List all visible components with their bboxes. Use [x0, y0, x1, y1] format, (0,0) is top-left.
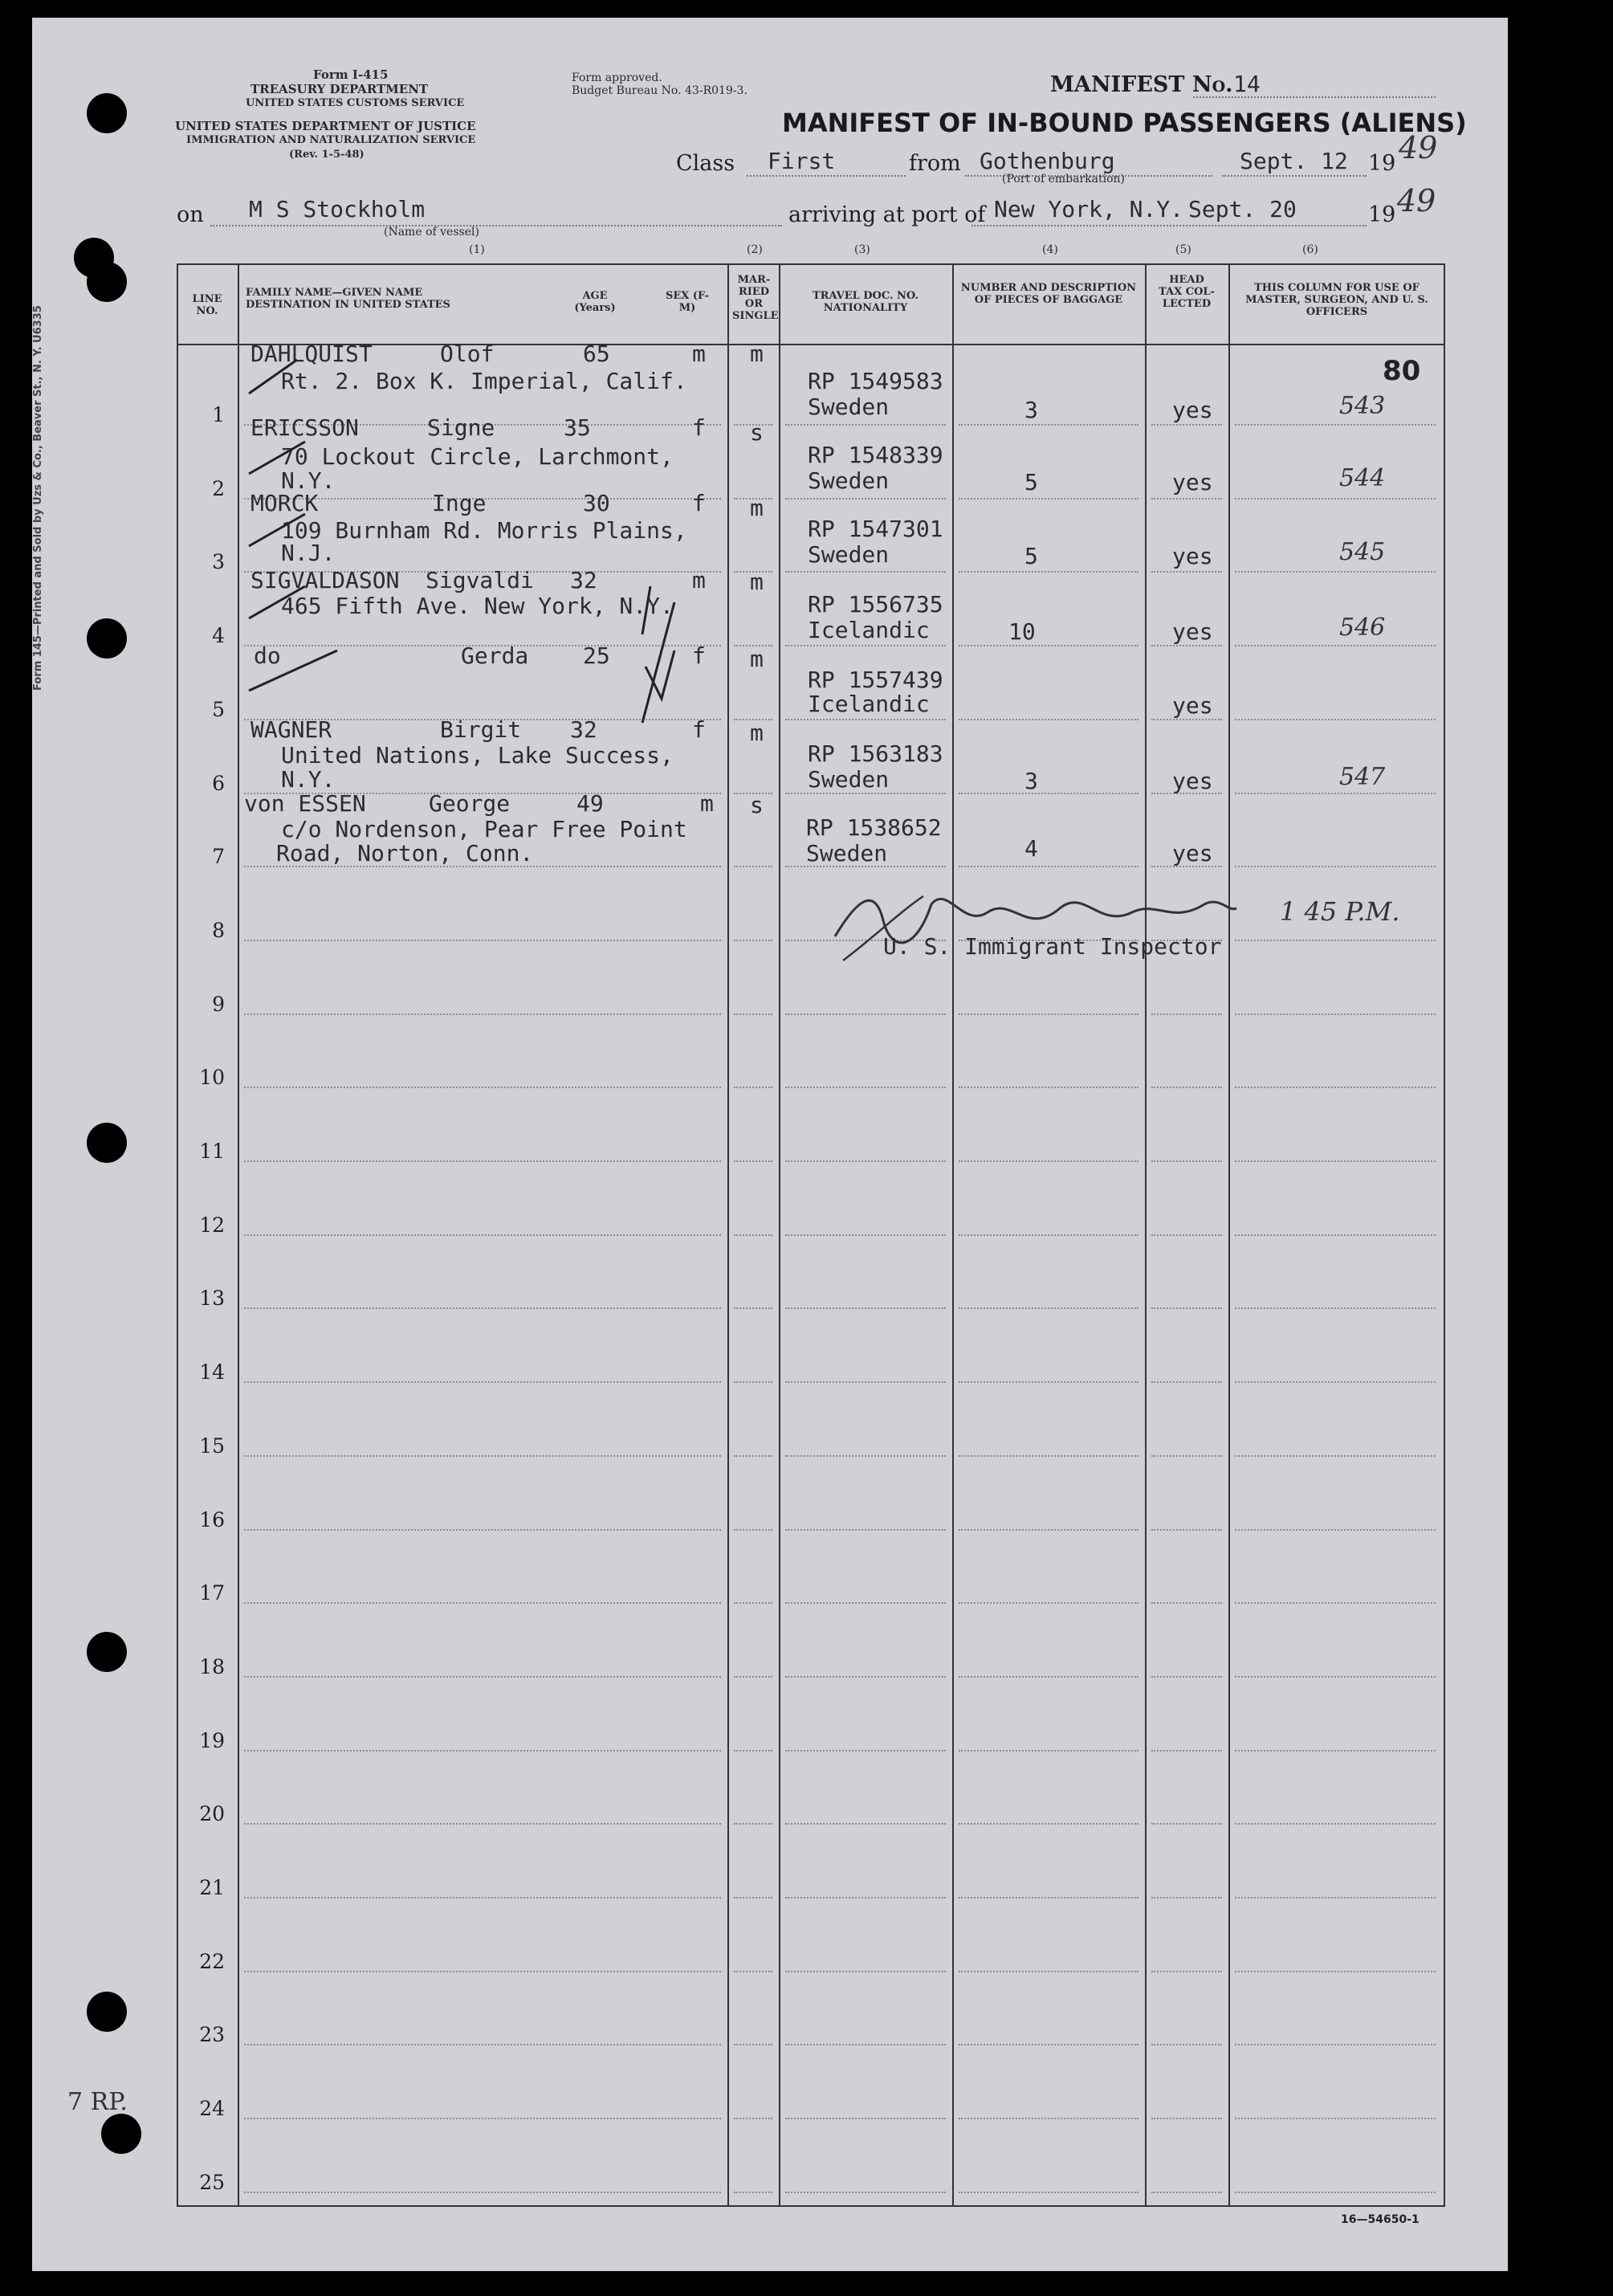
row-line — [244, 1160, 721, 1162]
line-number: 9 — [212, 993, 225, 1016]
row-line — [959, 1602, 1138, 1604]
arrival-date: Sept. 20 — [1188, 196, 1297, 222]
passenger-head-tax: yes — [1172, 768, 1213, 794]
row-line — [785, 2192, 946, 2193]
arriving-label: arriving at port of — [788, 202, 986, 227]
arrival-line — [971, 225, 1367, 226]
row-line — [244, 1971, 721, 1972]
row-line — [959, 1160, 1138, 1162]
check-marks — [193, 345, 803, 731]
row-line — [1235, 1602, 1436, 1604]
row-line — [1151, 1971, 1222, 1972]
row-line — [785, 1971, 946, 1972]
immigration-service: IMMIGRATION AND NATURALIZATION SERVICE — [186, 134, 476, 146]
row-line — [959, 571, 1138, 573]
line-number: 24 — [199, 2097, 225, 2120]
form-number: Form I-415 — [313, 67, 389, 82]
col-divider — [1145, 263, 1147, 2207]
binding-hole — [101, 2114, 141, 2154]
row-line — [1151, 1087, 1222, 1088]
row-line — [785, 1676, 946, 1678]
row-line — [959, 2044, 1138, 2045]
row-line — [244, 1307, 721, 1309]
row-line — [1235, 645, 1436, 646]
row-line — [959, 719, 1138, 720]
row-line — [1235, 793, 1436, 794]
class-line — [747, 175, 906, 177]
manifest-title: MANIFEST OF IN-BOUND PASSENGERS (ALIENS) — [782, 108, 1467, 138]
passenger-destination: Rt. 2. Box K. Imperial, Calif. — [281, 368, 687, 394]
passenger-head-tax: yes — [1172, 618, 1213, 645]
passenger-given-name: George — [429, 790, 511, 817]
row-line — [959, 1897, 1138, 1898]
manifest-no-line — [1193, 96, 1436, 98]
row-line — [1235, 1676, 1436, 1678]
margin-note: 7 RP. — [67, 2088, 128, 2116]
passenger-baggage: 5 — [1024, 543, 1038, 569]
passenger-head-tax: yes — [1172, 543, 1213, 569]
embarkation-year: 49 — [1399, 130, 1438, 165]
passenger-family-name: DAHLQUIST — [251, 341, 373, 367]
row-line — [959, 2192, 1138, 2193]
passenger-family-name: ERICSSON — [251, 414, 359, 441]
passenger-family-name: SIGVALDASON — [251, 567, 400, 593]
line-number: 16 — [199, 1508, 225, 1531]
row-line — [734, 1160, 772, 1162]
row-line — [734, 1455, 772, 1457]
passenger-given-name: Sigvaldi — [426, 567, 534, 593]
row-line — [1235, 940, 1436, 941]
row-line — [785, 2118, 946, 2119]
row-line — [244, 1234, 721, 1236]
passenger-nationality: Sweden — [808, 467, 890, 494]
binding-hole — [87, 93, 127, 133]
passenger-baggage: 3 — [1024, 768, 1038, 794]
passenger-destination: 109 Burnham Rd. Morris Plains, — [281, 517, 687, 544]
row-line — [1235, 719, 1436, 720]
row-line — [1151, 498, 1222, 500]
row-line — [959, 1529, 1138, 1531]
manifest-number: 14 — [1233, 71, 1261, 97]
row-line — [959, 1087, 1138, 1088]
row-line — [734, 1234, 772, 1236]
row-line — [734, 2044, 772, 2045]
row-line — [1151, 2044, 1222, 2045]
col-num-1: (1) — [469, 243, 485, 256]
row-line — [959, 793, 1138, 794]
header-baggage: NUMBER AND DESCRIPTION OF PIECES OF BAGGAGE — [960, 282, 1137, 306]
embarkation-note: (Port of embarkation) — [1002, 173, 1125, 186]
vessel-line — [210, 225, 782, 226]
arrival-port: New York, N.Y. — [994, 196, 1184, 222]
class-label: Class — [676, 151, 735, 176]
passenger-age: 35 — [564, 414, 591, 441]
passenger-destination-cont: Road, Norton, Conn. — [276, 840, 534, 867]
row-line — [785, 1307, 946, 1309]
row-line — [785, 645, 946, 646]
line-number: 21 — [199, 1876, 225, 1899]
passenger-given-name: Gerda — [461, 642, 529, 669]
passenger-head-tax: yes — [1172, 692, 1213, 719]
row-line — [959, 1381, 1138, 1383]
row-line — [1151, 1160, 1222, 1162]
row-line — [959, 1013, 1138, 1015]
row-line — [1235, 424, 1436, 426]
row-line — [785, 793, 946, 794]
row-line — [734, 2118, 772, 2119]
row-line — [734, 1676, 772, 1678]
passenger-destination-cont: N.Y. — [281, 766, 336, 793]
passenger-travel-doc: RP 1563183 — [808, 740, 943, 767]
row-line — [959, 645, 1138, 646]
officer-note: 545 — [1339, 538, 1386, 566]
passenger-travel-doc: RP 1549583 — [808, 368, 943, 394]
row-line — [785, 1750, 946, 1752]
passenger-nationality: Icelandic — [808, 617, 930, 643]
class-value: First — [768, 148, 836, 174]
passenger-marital-status: m — [750, 646, 764, 672]
header-travel-doc: TRAVEL DOC. NO. NATIONALITY — [812, 290, 919, 314]
officer-note: 546 — [1339, 614, 1386, 642]
inspector-title: U. S. Immigrant Inspector — [883, 933, 1222, 960]
passenger-given-name: Birgit — [440, 716, 522, 743]
officer-note: 543 — [1339, 392, 1386, 420]
line-number: 15 — [199, 1434, 225, 1458]
header-married: MAR-RIED OR SINGLE — [732, 274, 779, 322]
officer-note: 544 — [1339, 464, 1386, 492]
row-line — [1235, 571, 1436, 573]
justice-department: UNITED STATES DEPARTMENT OF JUSTICE — [175, 119, 476, 133]
row-line — [244, 1013, 721, 1015]
row-line — [1235, 1234, 1436, 1236]
time-note: 1 45 P.M. — [1280, 896, 1400, 927]
col-num-5: (5) — [1175, 243, 1191, 256]
row-line — [959, 498, 1138, 500]
row-line — [734, 1823, 772, 1825]
passenger-marital-status: s — [750, 792, 764, 818]
col-num-3: (3) — [854, 243, 870, 256]
binding-hole — [87, 262, 127, 302]
line-number: 14 — [199, 1360, 225, 1384]
vessel-note: (Name of vessel) — [384, 226, 479, 239]
row-line — [244, 1602, 721, 1604]
row-line — [734, 1087, 772, 1088]
row-line — [244, 1676, 721, 1678]
row-line — [959, 1676, 1138, 1678]
row-line — [734, 866, 772, 867]
row-line — [785, 1234, 946, 1236]
passenger-nationality: Icelandic — [808, 691, 930, 717]
passenger-nationality: Sweden — [806, 840, 888, 867]
passenger-sex: m — [692, 567, 706, 593]
row-line — [785, 1823, 946, 1825]
row-line — [785, 571, 946, 573]
line-number: 10 — [199, 1066, 225, 1089]
binding-hole — [87, 618, 127, 659]
line-number: 18 — [199, 1655, 225, 1678]
row-line — [244, 1750, 721, 1752]
passenger-age: 25 — [583, 642, 610, 669]
row-line — [1235, 2118, 1436, 2119]
line-number: 8 — [212, 919, 225, 942]
row-line — [785, 1087, 946, 1088]
header-name-destination: FAMILY NAME—GIVEN NAME DESTINATION IN UNITED STATES — [246, 287, 450, 311]
row-line — [959, 1307, 1138, 1309]
row-line — [734, 1897, 772, 1898]
passenger-family-name: WAGNER — [251, 716, 332, 743]
row-line — [1151, 1897, 1222, 1898]
passenger-given-name: Inge — [432, 490, 487, 516]
line-number: 13 — [199, 1287, 225, 1310]
row-line — [959, 1750, 1138, 1752]
line-number: 1 — [212, 403, 225, 426]
row-line — [785, 1529, 946, 1531]
passenger-head-tax: yes — [1172, 840, 1213, 867]
passenger-sex: f — [692, 716, 706, 743]
header-age: AGE (Years) — [574, 290, 616, 314]
row-line — [1151, 1455, 1222, 1457]
row-line — [785, 1897, 946, 1898]
passenger-baggage: 3 — [1024, 397, 1038, 423]
manifest-no-label: MANIFEST No. — [1050, 72, 1233, 97]
embark-year-prefix: 19 — [1368, 151, 1396, 176]
row-line — [959, 1823, 1138, 1825]
row-line — [959, 2118, 1138, 2119]
passenger-age: 65 — [583, 341, 610, 367]
revision-date: (Rev. 1-5-48) — [289, 149, 365, 161]
row-line — [734, 1750, 772, 1752]
binding-hole — [87, 1632, 127, 1672]
passenger-destination: 70 Lockout Circle, Larchmont, — [281, 443, 674, 470]
row-line — [1235, 1529, 1436, 1531]
passenger-age: 32 — [570, 567, 597, 593]
passenger-nationality: Sweden — [808, 541, 890, 568]
row-line — [1235, 1307, 1436, 1309]
row-line — [734, 1602, 772, 1604]
row-line — [785, 1455, 946, 1457]
passenger-travel-doc: RP 1556735 — [808, 591, 943, 618]
passenger-head-tax: yes — [1172, 469, 1213, 495]
row-line — [959, 866, 1138, 867]
row-line — [1151, 719, 1222, 720]
passenger-sex: f — [692, 414, 706, 441]
passenger-sex: f — [692, 490, 706, 516]
row-line — [1235, 2044, 1436, 2045]
col-divider — [1228, 263, 1230, 2207]
passenger-baggage: 10 — [1008, 618, 1036, 645]
row-line — [785, 1602, 946, 1604]
row-line — [1235, 1971, 1436, 1972]
passenger-given-name: Signe — [427, 414, 495, 441]
row-line — [734, 940, 772, 941]
officer-note: 547 — [1339, 763, 1386, 791]
passenger-head-tax: yes — [1172, 397, 1213, 423]
passenger-family-name: MORCK — [251, 490, 319, 516]
col-num-6: (6) — [1302, 243, 1318, 256]
row-line — [1235, 1087, 1436, 1088]
binding-hole — [87, 1992, 127, 2032]
row-line — [1151, 2118, 1222, 2119]
row-line — [1151, 1750, 1222, 1752]
row-line — [1151, 2192, 1222, 2193]
passenger-marital-status: m — [750, 341, 764, 367]
row-line — [244, 940, 721, 941]
passenger-destination-cont: N.J. — [281, 540, 336, 566]
passenger-nationality: Sweden — [808, 394, 890, 420]
row-line — [734, 1013, 772, 1015]
row-line — [785, 424, 946, 426]
record-count-note: 80 — [1383, 355, 1421, 387]
line-number: 2 — [212, 477, 225, 500]
passenger-travel-doc: RP 1548339 — [808, 442, 943, 468]
passenger-nationality: Sweden — [808, 766, 890, 793]
line-number: 11 — [199, 1140, 225, 1163]
row-line — [1235, 1160, 1436, 1162]
treasury-department: TREASURY DEPARTMENT — [251, 82, 429, 96]
passenger-travel-doc: RP 1547301 — [808, 516, 943, 542]
passenger-age: 30 — [583, 490, 610, 516]
row-line — [1235, 498, 1436, 500]
footer-code: 16—54650-1 — [1341, 2213, 1420, 2226]
passenger-sex: m — [700, 790, 714, 817]
arrival-year: 49 — [1397, 183, 1436, 218]
line-number: 23 — [199, 2023, 225, 2046]
row-line — [1151, 1381, 1222, 1383]
row-line — [1151, 1823, 1222, 1825]
row-line — [785, 1013, 946, 1015]
row-line — [1151, 424, 1222, 426]
passenger-baggage: 5 — [1024, 469, 1038, 495]
vessel-name: M S Stockholm — [249, 196, 426, 222]
row-line — [734, 1307, 772, 1309]
row-line — [1151, 1307, 1222, 1309]
row-line — [1235, 1823, 1436, 1825]
row-line — [734, 1381, 772, 1383]
col-divider — [952, 263, 954, 2207]
row-line — [734, 1971, 772, 1972]
row-line — [1235, 1381, 1436, 1383]
budget-bureau: Budget Bureau No. 43-R019-3. — [572, 84, 747, 97]
passenger-destination-cont: N.Y. — [281, 467, 336, 494]
col-num-4: (4) — [1042, 243, 1058, 256]
passenger-age: 32 — [570, 716, 597, 743]
row-line — [1235, 2192, 1436, 2193]
row-line — [1151, 1013, 1222, 1015]
row-line — [244, 1897, 721, 1898]
row-line — [734, 2192, 772, 2193]
row-line — [244, 1823, 721, 1825]
line-number: 4 — [212, 624, 225, 647]
row-line — [959, 1234, 1138, 1236]
row-line — [244, 2044, 721, 2045]
row-line — [1151, 571, 1222, 573]
row-line — [1235, 1455, 1436, 1457]
row-line — [244, 2192, 721, 2193]
row-line — [959, 1971, 1138, 1972]
line-number: 5 — [212, 698, 225, 721]
embarkation-port: Gothenburg — [980, 148, 1115, 174]
row-line — [785, 1160, 946, 1162]
passenger-family-name: do — [254, 642, 281, 669]
embarkation-date: Sept. 12 — [1240, 148, 1348, 174]
on-label: on — [177, 202, 204, 227]
passenger-travel-doc: RP 1557439 — [808, 667, 943, 693]
row-line — [1235, 1013, 1436, 1015]
passenger-marital-status: m — [750, 495, 764, 521]
customs-service: UNITED STATES CUSTOMS SERVICE — [246, 97, 465, 109]
header-head-tax: HEAD TAX COL-LECTED — [1159, 274, 1215, 310]
row-line — [244, 1529, 721, 1531]
line-number: 19 — [199, 1729, 225, 1752]
row-line — [1151, 1676, 1222, 1678]
embark-date-line — [1222, 175, 1367, 177]
binding-hole — [87, 1123, 127, 1163]
line-number: 20 — [199, 1802, 225, 1825]
row-line — [785, 498, 946, 500]
line-number: 12 — [199, 1213, 225, 1237]
col-num-2: (2) — [747, 243, 763, 256]
header-sex: SEX (F-M) — [665, 290, 710, 314]
header-officers-use: THIS COLUMN FOR USE OF MASTER, SURGEON, AND U. S. OFFICERS — [1245, 282, 1428, 318]
row-line — [244, 1381, 721, 1383]
line-number: 17 — [199, 1581, 225, 1605]
form-approved: Form approved. — [572, 71, 662, 84]
row-line — [1235, 866, 1436, 867]
line-number: 7 — [212, 845, 225, 868]
line-number: 22 — [199, 1950, 225, 1973]
from-label: from — [909, 151, 961, 176]
passenger-given-name: Olof — [440, 341, 495, 367]
line-number: 3 — [212, 550, 225, 573]
passenger-sex: f — [692, 642, 706, 669]
passenger-baggage: 4 — [1024, 835, 1038, 862]
passenger-destination: United Nations, Lake Success, — [281, 742, 674, 769]
arrival-year-prefix: 19 — [1368, 202, 1396, 227]
passenger-travel-doc: RP 1538652 — [806, 814, 942, 841]
passenger-marital-status: m — [750, 720, 764, 746]
passenger-destination: c/o Nordenson, Pear Free Point — [281, 816, 687, 842]
passenger-family-name: von ESSEN — [244, 790, 366, 817]
header-line-no: LINE NO. — [192, 293, 222, 317]
row-line — [1151, 1234, 1222, 1236]
row-line — [785, 2044, 946, 2045]
row-line — [785, 719, 946, 720]
passenger-sex: m — [692, 341, 706, 367]
row-line — [785, 1381, 946, 1383]
line-number: 25 — [199, 2171, 225, 2194]
printer-imprint: Form 145—Printed and Sold by Uzs & Co., Beaver St., N. Y. U6335 — [32, 305, 44, 691]
line-number: 6 — [212, 772, 225, 795]
passenger-destination: 465 Fifth Ave. New York, N.Y. — [281, 593, 674, 619]
row-line — [734, 1529, 772, 1531]
row-line — [244, 1455, 721, 1457]
row-line — [1151, 1529, 1222, 1531]
row-line — [959, 1455, 1138, 1457]
row-line — [1151, 1602, 1222, 1604]
row-line — [244, 1087, 721, 1088]
row-line — [1151, 645, 1222, 646]
row-line — [959, 424, 1138, 426]
passenger-marital-status: s — [750, 419, 764, 446]
passenger-age: 49 — [576, 790, 604, 817]
row-line — [1235, 1750, 1436, 1752]
passenger-marital-status: m — [750, 569, 764, 595]
row-line — [244, 2118, 721, 2119]
row-line — [1235, 1897, 1436, 1898]
